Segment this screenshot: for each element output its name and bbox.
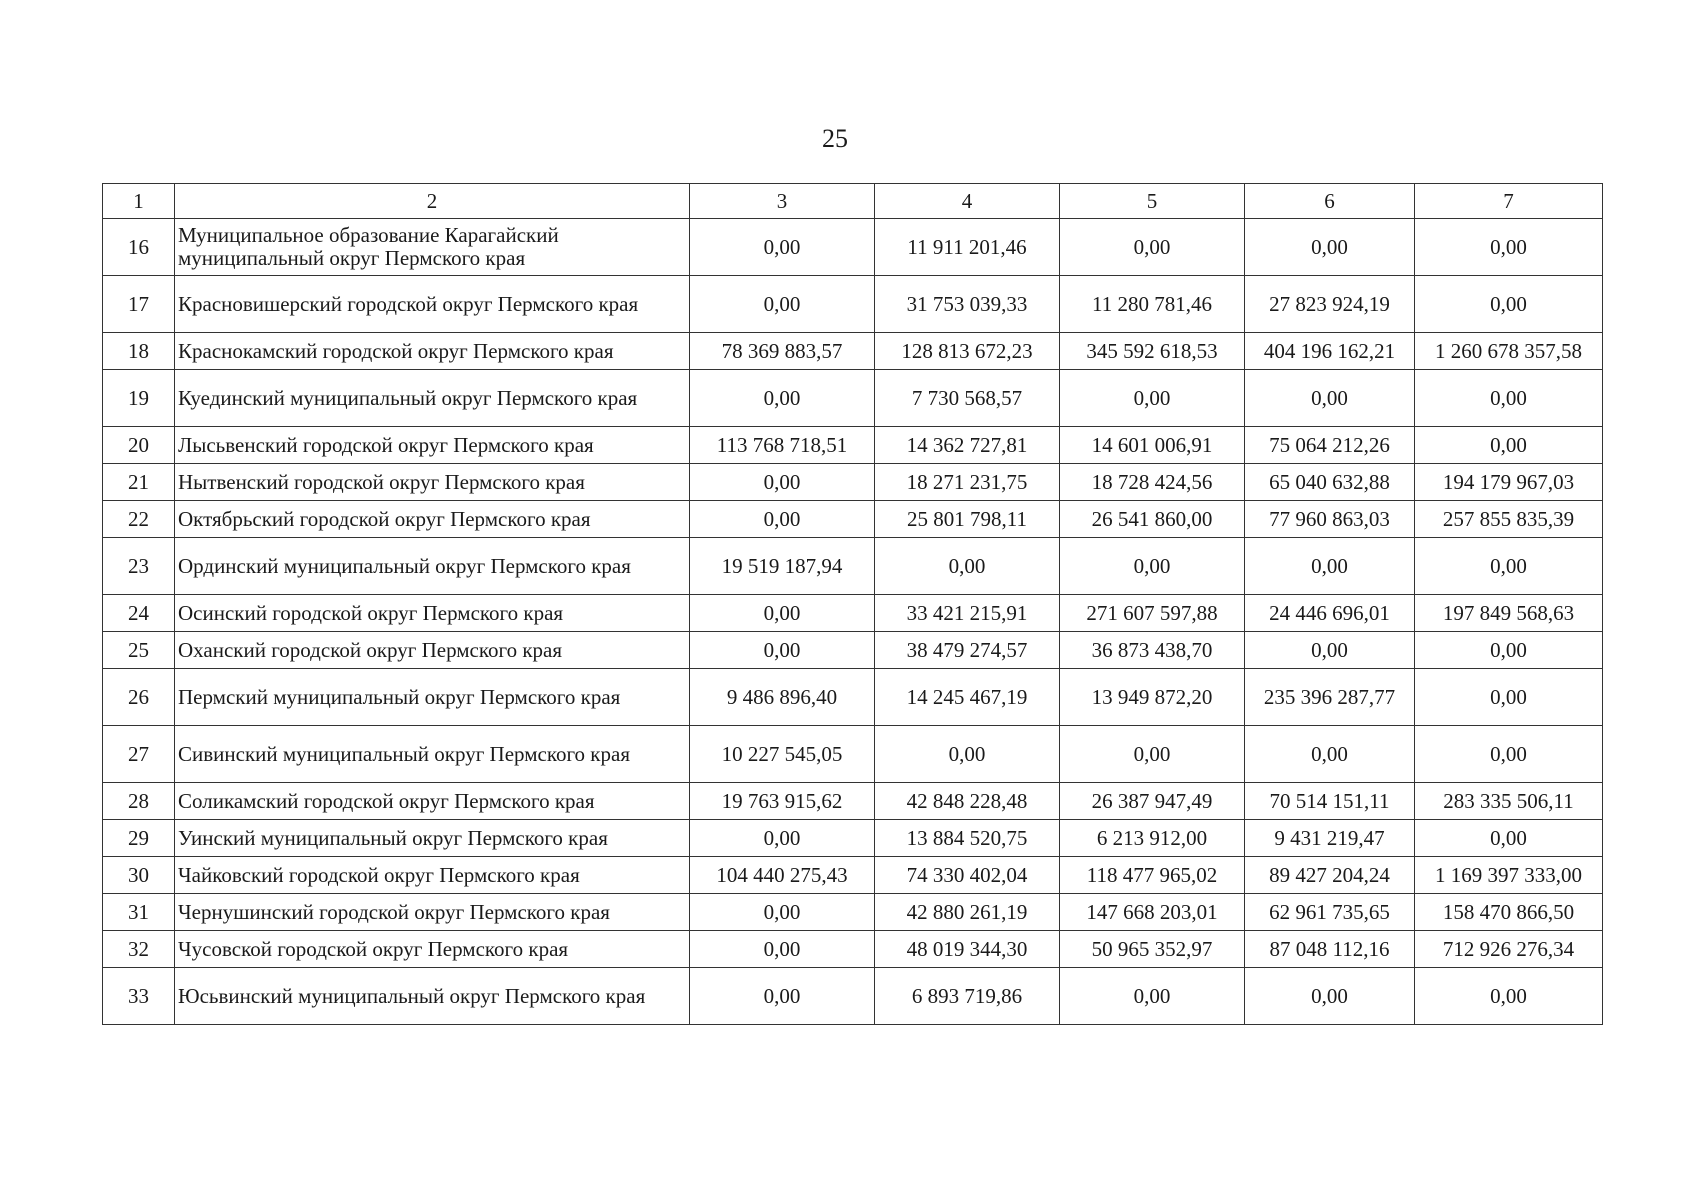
table-row xyxy=(103,464,1603,501)
municipality-name-cell: Красновишерский городской округ Пермского края xyxy=(175,276,690,333)
value-cell-col5: 147 668 203,01 xyxy=(1060,894,1245,931)
value-cell-col7: 0,00 xyxy=(1415,632,1603,669)
table-row xyxy=(103,632,1603,669)
value-cell-col3: 0,00 xyxy=(690,595,875,632)
value-cell-col5: 26 387 947,49 xyxy=(1060,783,1245,820)
value-cell-col7: 0,00 xyxy=(1415,726,1603,783)
value-cell-col4: 11 911 201,46 xyxy=(875,219,1060,276)
value-cell-col7: 0,00 xyxy=(1415,370,1603,427)
column-header: 7 xyxy=(1415,184,1603,219)
municipality-name-cell: Краснокамский городской округ Пермского края xyxy=(175,333,690,370)
value-cell-col6: 0,00 xyxy=(1245,538,1415,595)
value-cell-col7: 0,00 xyxy=(1415,219,1603,276)
value-cell-col4: 48 019 344,30 xyxy=(875,931,1060,968)
value-cell-col7: 194 179 967,03 xyxy=(1415,464,1603,501)
municipality-name-cell: Октябрьский городской округ Пермского края xyxy=(175,501,690,538)
value-cell-col4: 33 421 215,91 xyxy=(875,595,1060,632)
value-cell-col4: 0,00 xyxy=(875,538,1060,595)
value-cell-col4: 25 801 798,11 xyxy=(875,501,1060,538)
value-cell-col7: 283 335 506,11 xyxy=(1415,783,1603,820)
municipality-name-cell: Оханский городской округ Пермского края xyxy=(175,632,690,669)
value-cell-col7: 0,00 xyxy=(1415,538,1603,595)
value-cell-col5: 0,00 xyxy=(1060,538,1245,595)
value-cell-col4: 7 730 568,57 xyxy=(875,370,1060,427)
table-row xyxy=(103,595,1603,632)
table-row xyxy=(103,968,1603,1025)
value-cell-col3: 0,00 xyxy=(690,632,875,669)
row-number-cell: 17 xyxy=(103,276,175,333)
value-cell-col5: 271 607 597,88 xyxy=(1060,595,1245,632)
row-number-cell: 25 xyxy=(103,632,175,669)
municipality-name-cell: Ординский муниципальный округ Пермского края xyxy=(175,538,690,595)
value-cell-col3: 0,00 xyxy=(690,464,875,501)
row-number-cell: 24 xyxy=(103,595,175,632)
value-cell-col6: 0,00 xyxy=(1245,370,1415,427)
value-cell-col5: 118 477 965,02 xyxy=(1060,857,1245,894)
municipality-name-cell: Муниципальное образование Карагайский муниципальный округ Пермского края xyxy=(175,219,690,276)
municipality-name-cell: Лысьвенский городской округ Пермского края xyxy=(175,427,690,464)
value-cell-col6: 0,00 xyxy=(1245,726,1415,783)
row-number-cell: 30 xyxy=(103,857,175,894)
value-cell-col6: 404 196 162,21 xyxy=(1245,333,1415,370)
value-cell-col5: 13 949 872,20 xyxy=(1060,669,1245,726)
row-number-cell: 33 xyxy=(103,968,175,1025)
row-number-cell: 32 xyxy=(103,931,175,968)
value-cell-col7: 257 855 835,39 xyxy=(1415,501,1603,538)
column-header: 5 xyxy=(1060,184,1245,219)
value-cell-col6: 24 446 696,01 xyxy=(1245,595,1415,632)
value-cell-col5: 36 873 438,70 xyxy=(1060,632,1245,669)
value-cell-col3: 0,00 xyxy=(690,820,875,857)
data-table xyxy=(102,183,1603,1025)
table-row xyxy=(103,427,1603,464)
value-cell-col4: 128 813 672,23 xyxy=(875,333,1060,370)
table-row xyxy=(103,931,1603,968)
column-header: 4 xyxy=(875,184,1060,219)
row-number-cell: 29 xyxy=(103,820,175,857)
value-cell-col5: 50 965 352,97 xyxy=(1060,931,1245,968)
value-cell-col5: 0,00 xyxy=(1060,370,1245,427)
table-row xyxy=(103,857,1603,894)
column-header: 3 xyxy=(690,184,875,219)
page-number: 25 xyxy=(822,124,848,153)
row-number-cell: 19 xyxy=(103,370,175,427)
value-cell-col7: 158 470 866,50 xyxy=(1415,894,1603,931)
municipality-name-cell: Юсьвинский муниципальный округ Пермского края xyxy=(175,968,690,1025)
table-row xyxy=(103,726,1603,783)
value-cell-col5: 0,00 xyxy=(1060,968,1245,1025)
table-row xyxy=(103,333,1603,370)
value-cell-col3: 19 519 187,94 xyxy=(690,538,875,595)
column-header: 2 xyxy=(175,184,690,219)
table-row xyxy=(103,783,1603,820)
municipality-name-cell: Пермский муниципальный округ Пермского края xyxy=(175,669,690,726)
value-cell-col3: 9 486 896,40 xyxy=(690,669,875,726)
table-row xyxy=(103,501,1603,538)
value-cell-col7: 1 260 678 357,58 xyxy=(1415,333,1603,370)
value-cell-col3: 0,00 xyxy=(690,276,875,333)
value-cell-col6: 27 823 924,19 xyxy=(1245,276,1415,333)
value-cell-col7: 0,00 xyxy=(1415,820,1603,857)
column-header: 1 xyxy=(103,184,175,219)
municipality-name-cell: Чернушинский городской округ Пермского края xyxy=(175,894,690,931)
value-cell-col3: 104 440 275,43 xyxy=(690,857,875,894)
value-cell-col5: 14 601 006,91 xyxy=(1060,427,1245,464)
value-cell-col3: 113 768 718,51 xyxy=(690,427,875,464)
value-cell-col6: 0,00 xyxy=(1245,219,1415,276)
value-cell-col4: 14 362 727,81 xyxy=(875,427,1060,464)
value-cell-col3: 0,00 xyxy=(690,894,875,931)
table-row xyxy=(103,538,1603,595)
municipality-name-cell: Куединский муниципальный округ Пермского края xyxy=(175,370,690,427)
value-cell-col5: 6 213 912,00 xyxy=(1060,820,1245,857)
municipality-name-cell: Чусовской городской округ Пермского края xyxy=(175,931,690,968)
row-number-cell: 26 xyxy=(103,669,175,726)
value-cell-col4: 38 479 274,57 xyxy=(875,632,1060,669)
row-number-cell: 18 xyxy=(103,333,175,370)
value-cell-col4: 42 880 261,19 xyxy=(875,894,1060,931)
value-cell-col4: 14 245 467,19 xyxy=(875,669,1060,726)
value-cell-col6: 89 427 204,24 xyxy=(1245,857,1415,894)
column-header: 6 xyxy=(1245,184,1415,219)
row-number-cell: 27 xyxy=(103,726,175,783)
value-cell-col3: 78 369 883,57 xyxy=(690,333,875,370)
value-cell-col6: 87 048 112,16 xyxy=(1245,931,1415,968)
table-row xyxy=(103,820,1603,857)
value-cell-col7: 0,00 xyxy=(1415,669,1603,726)
value-cell-col6: 9 431 219,47 xyxy=(1245,820,1415,857)
value-cell-col5: 26 541 860,00 xyxy=(1060,501,1245,538)
value-cell-col6: 77 960 863,03 xyxy=(1245,501,1415,538)
value-cell-col6: 0,00 xyxy=(1245,632,1415,669)
table-row xyxy=(103,894,1603,931)
value-cell-col4: 31 753 039,33 xyxy=(875,276,1060,333)
value-cell-col3: 10 227 545,05 xyxy=(690,726,875,783)
row-number-cell: 20 xyxy=(103,427,175,464)
value-cell-col3: 0,00 xyxy=(690,219,875,276)
municipality-name-cell: Нытвенский городской округ Пермского края xyxy=(175,464,690,501)
value-cell-col4: 6 893 719,86 xyxy=(875,968,1060,1025)
value-cell-col6: 75 064 212,26 xyxy=(1245,427,1415,464)
value-cell-col7: 0,00 xyxy=(1415,427,1603,464)
municipality-name-cell: Осинский городской округ Пермского края xyxy=(175,595,690,632)
value-cell-col7: 0,00 xyxy=(1415,276,1603,333)
value-cell-col7: 1 169 397 333,00 xyxy=(1415,857,1603,894)
row-number-cell: 28 xyxy=(103,783,175,820)
row-number-cell: 23 xyxy=(103,538,175,595)
row-number-cell: 31 xyxy=(103,894,175,931)
value-cell-col6: 62 961 735,65 xyxy=(1245,894,1415,931)
value-cell-col3: 0,00 xyxy=(690,370,875,427)
value-cell-col4: 74 330 402,04 xyxy=(875,857,1060,894)
municipality-name-cell: Чайковский городской округ Пермского края xyxy=(175,857,690,894)
value-cell-col7: 0,00 xyxy=(1415,968,1603,1025)
value-cell-col3: 0,00 xyxy=(690,931,875,968)
value-cell-col3: 19 763 915,62 xyxy=(690,783,875,820)
row-number-cell: 22 xyxy=(103,501,175,538)
value-cell-col4: 42 848 228,48 xyxy=(875,783,1060,820)
value-cell-col4: 18 271 231,75 xyxy=(875,464,1060,501)
table-row xyxy=(103,669,1603,726)
value-cell-col5: 11 280 781,46 xyxy=(1060,276,1245,333)
value-cell-col5: 18 728 424,56 xyxy=(1060,464,1245,501)
value-cell-col4: 0,00 xyxy=(875,726,1060,783)
value-cell-col3: 0,00 xyxy=(690,968,875,1025)
table-row xyxy=(103,276,1603,333)
value-cell-col5: 0,00 xyxy=(1060,726,1245,783)
table-header-row xyxy=(103,184,1603,219)
municipality-name-cell: Сивинский муниципальный округ Пермского края xyxy=(175,726,690,783)
value-cell-col6: 70 514 151,11 xyxy=(1245,783,1415,820)
value-cell-col4: 13 884 520,75 xyxy=(875,820,1060,857)
row-number-cell: 16 xyxy=(103,219,175,276)
table-row xyxy=(103,370,1603,427)
value-cell-col6: 0,00 xyxy=(1245,968,1415,1025)
value-cell-col6: 235 396 287,77 xyxy=(1245,669,1415,726)
value-cell-col7: 197 849 568,63 xyxy=(1415,595,1603,632)
value-cell-col6: 65 040 632,88 xyxy=(1245,464,1415,501)
value-cell-col7: 712 926 276,34 xyxy=(1415,931,1603,968)
municipality-name-cell: Уинский муниципальный округ Пермского края xyxy=(175,820,690,857)
municipality-name-cell: Соликамский городской округ Пермского края xyxy=(175,783,690,820)
value-cell-col5: 0,00 xyxy=(1060,219,1245,276)
table-row xyxy=(103,219,1603,276)
row-number-cell: 21 xyxy=(103,464,175,501)
value-cell-col5: 345 592 618,53 xyxy=(1060,333,1245,370)
value-cell-col3: 0,00 xyxy=(690,501,875,538)
